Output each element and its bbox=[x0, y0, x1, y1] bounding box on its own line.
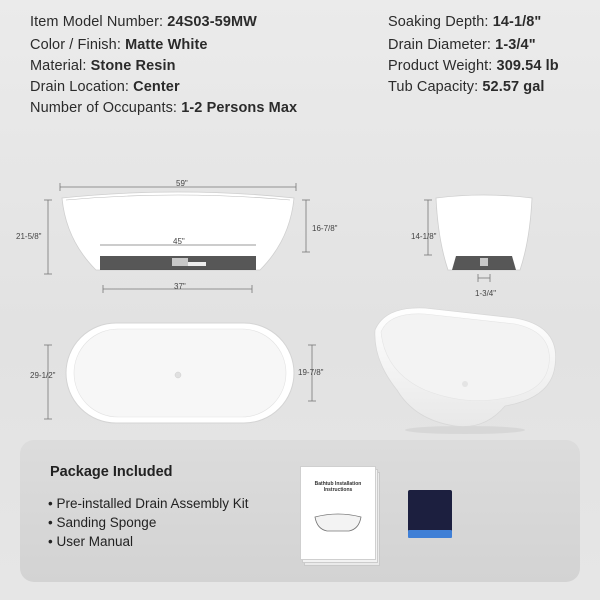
package-item-label: Sanding Sponge bbox=[56, 515, 157, 530]
spec-label: Material: bbox=[30, 58, 87, 74]
spec-value: 24S03-59MW bbox=[167, 14, 257, 30]
dim-soaking-depth: 14-1/8" bbox=[411, 232, 437, 241]
spec-label: Tub Capacity: bbox=[388, 79, 479, 95]
spec-label: Soaking Depth: bbox=[388, 14, 489, 30]
dim-inner-length: 45" bbox=[173, 237, 185, 246]
dim-drain-diameter: 1-3/4" bbox=[475, 289, 497, 298]
package-item-label: User Manual bbox=[56, 534, 134, 549]
package-panel bbox=[20, 440, 580, 582]
dim-overall-length: 59" bbox=[176, 179, 188, 188]
spec-product-weight bbox=[388, 58, 559, 74]
spec-value: Matte White bbox=[125, 37, 208, 53]
spec-label: Color / Finish: bbox=[30, 37, 121, 53]
spec-label: Number of Occupants: bbox=[30, 100, 178, 116]
package-item: • Pre-installed Drain Assembly Kit bbox=[48, 496, 249, 511]
tub-front-view bbox=[0, 170, 340, 320]
package-item-label: Pre-installed Drain Assembly Kit bbox=[56, 496, 249, 511]
dim-overall-height: 21-5/8" bbox=[16, 232, 42, 241]
dim-width: 29-1/2" bbox=[30, 371, 56, 380]
spec-value: 309.54 lb bbox=[496, 58, 559, 74]
package-item: • User Manual bbox=[48, 534, 134, 549]
dim-base-length: 37" bbox=[174, 282, 186, 291]
manual-tub-icon bbox=[313, 509, 363, 535]
spec-model-number bbox=[30, 14, 257, 30]
tub-side-view bbox=[420, 190, 550, 300]
manual-title-line2: Instructions bbox=[323, 487, 353, 493]
manual-title-line1: Bathtub Installation bbox=[314, 481, 362, 487]
spec-value: Center bbox=[133, 79, 180, 95]
spec-label: Drain Diameter: bbox=[388, 37, 492, 53]
spec-value: 14-1/8" bbox=[492, 14, 542, 30]
spec-drain-diameter bbox=[388, 37, 536, 53]
sanding-sponge-image bbox=[408, 490, 452, 540]
package-item: • Sanding Sponge bbox=[48, 515, 157, 530]
spec-occupants bbox=[30, 100, 297, 116]
spec-value: 1-2 Persons Max bbox=[181, 100, 298, 116]
user-manual-image bbox=[300, 466, 378, 564]
tub-perspective-view bbox=[365, 298, 565, 438]
spec-drain-location bbox=[30, 79, 180, 95]
spec-label: Item Model Number: bbox=[30, 14, 164, 30]
package-title: Package Included bbox=[50, 464, 173, 480]
spec-value: 1-3/4" bbox=[495, 37, 536, 53]
spec-soaking-depth bbox=[388, 14, 541, 30]
spec-label: Drain Location: bbox=[30, 79, 130, 95]
spec-material bbox=[30, 58, 176, 74]
spec-label: Product Weight: bbox=[388, 58, 493, 74]
dim-inner-width: 19-7/8" bbox=[298, 368, 324, 377]
spec-value: Stone Resin bbox=[90, 58, 176, 74]
spec-value: 52.57 gal bbox=[482, 79, 545, 95]
dim-inner-depth: 16-7/8" bbox=[312, 224, 338, 233]
spec-tub-capacity bbox=[388, 79, 545, 95]
spec-color-finish bbox=[30, 37, 208, 53]
